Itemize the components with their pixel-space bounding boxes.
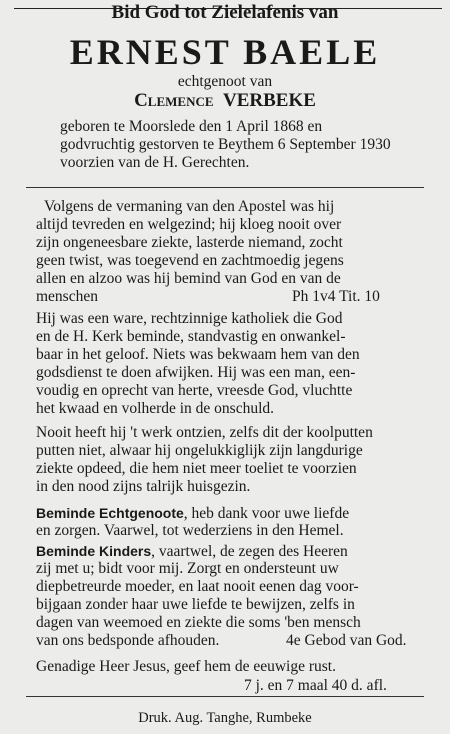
p1-line-3: zijn ongeneesbare ziekte, lasterde niemand, zocht: [36, 234, 343, 251]
p3-line-1: Nooit heeft hij 't werk ontzien, zelfs dit der koolputten: [36, 424, 373, 441]
p2-line-2: en de H. Kerk beminde, standvastig en onwankel-: [36, 328, 346, 345]
p3-line-2: putten niet, alwaar hij ongelukkiglijk zijn langdurige: [36, 442, 363, 459]
p5-line-2: zij met u; bidt voor mij. Zorgt en ondersteunt uw: [36, 560, 339, 577]
spouse-first-name: Clemence: [134, 90, 214, 111]
p2-line-6: het kwaad en volherde in de onschuld.: [36, 400, 275, 417]
p1-line-4: geen twist, was toegevend en zachtmoedig jegens: [36, 252, 344, 269]
indulgence-note: 7 j. en 7 maal 40 d. afl.: [244, 677, 387, 694]
p5-line-1: [36, 542, 348, 561]
header-prayer-line: Bid God tot Zielelafenis van: [111, 2, 339, 23]
p5-line-5: dagen van weemoed en ziekte die soms 'ben mensch: [36, 614, 361, 631]
p1-line-5: allen en alzoo was hij bemind van God en van de: [36, 270, 341, 287]
children-address-heading: Beminde Kinders: [36, 543, 152, 559]
birth-line-1: geboren te Moorslede den 1 April 1868 en: [60, 118, 323, 135]
p1-scripture-ref: Ph 1v4 Tit. 10: [292, 288, 380, 305]
p5-line-3: diepbetreurde moeder, en laat nooit eenen dag voor-: [36, 578, 359, 595]
p5-line-1-text: , vaartwel, de zegen des Heeren: [151, 543, 348, 560]
p2-line-1: Hij was een ware, rechtzinnige katholiek die God: [36, 310, 343, 327]
spouse-address-heading: Beminde Echtgenoote: [36, 505, 184, 521]
birth-line-3: voorzien van de H. Gerechten.: [60, 154, 250, 171]
deceased-name: ERNEST BAELE: [69, 32, 381, 72]
divider: [26, 187, 424, 188]
p4-line-1: [36, 504, 349, 523]
p5-line-4: bijgaan zonder haar uwe liefde te bewijzen, zelfs in: [36, 596, 355, 613]
spouse-prefix: echtgenoot van: [177, 73, 273, 90]
commandment-ref: 4e Gebod van God.: [286, 632, 407, 649]
p1-line-2: altijd tevreden en welgezind; hij kloeg nooit over: [36, 216, 342, 233]
p1-line-1: Volgens de vermaning van den Apostel was hij: [44, 198, 335, 215]
p4-line-2: en zorgen. Vaarwel, tot wederziens in den Hemel.: [36, 522, 344, 539]
p3-line-3: ziekte opdeed, die hem niet meer toeliet te voorzien: [36, 460, 357, 477]
p3-line-4: in den nood zijns talrijk huisgezin.: [36, 478, 251, 495]
p2-line-4: godsdienst te doen afwijken. Hij was een man, een-: [36, 364, 356, 381]
spouse-last-name: VERBEKE: [223, 90, 316, 111]
printer-credit: Druk. Aug. Tanghe, Rumbeke: [138, 710, 312, 726]
p2-line-3: baar in het geloof. Niets was bekwaam hem van den: [36, 346, 360, 363]
p4-line-1-text: , heb dank voor uwe liefde: [183, 505, 350, 522]
birth-line-2: godvruchtig gestorven te Beythem 6 September 1930: [60, 136, 391, 153]
p1-line-6: menschen: [36, 288, 98, 305]
closing-prayer: Genadige Heer Jesus, geef hem de eeuwige rust.: [36, 658, 336, 675]
footer-divider: [26, 696, 424, 697]
spouse-name: [0, 92, 450, 110]
p5-line-6: van ons bedsponde afhouden.: [36, 632, 220, 649]
p2-line-5: voudig en oprecht van herte, vreesde God, vluchtte: [36, 382, 353, 399]
